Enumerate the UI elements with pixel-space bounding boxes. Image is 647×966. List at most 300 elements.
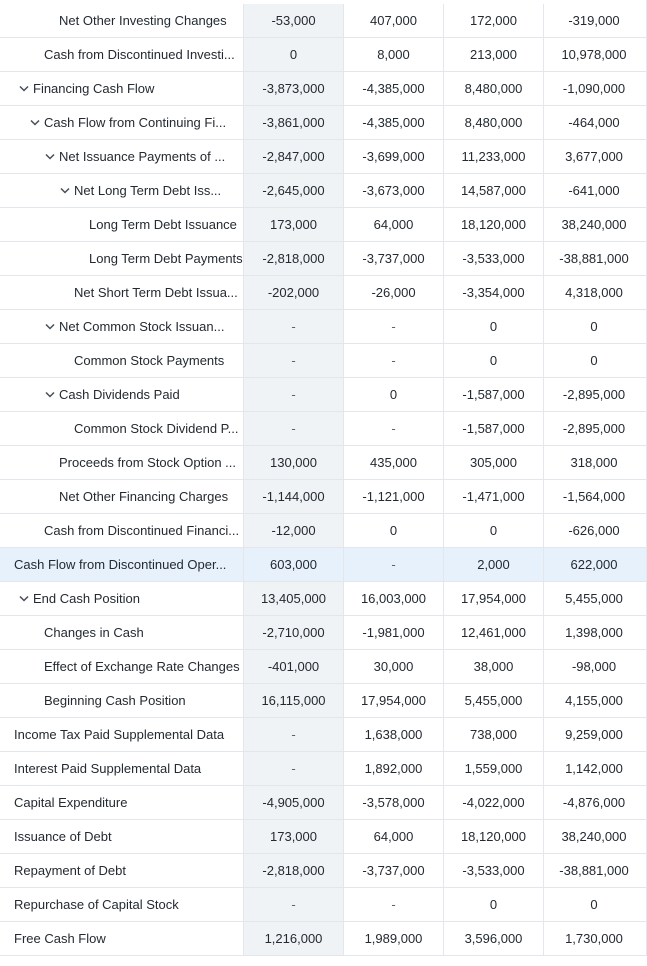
chevron-down-icon[interactable] [44, 321, 56, 333]
value-cell [244, 582, 344, 615]
value-cell [244, 174, 344, 207]
cell-value: -3,737,000 [362, 863, 425, 878]
cell-value: - [391, 319, 396, 334]
value-cell [244, 684, 344, 717]
value-cell [244, 4, 344, 37]
value-cell [344, 412, 444, 445]
value-cell [244, 514, 344, 547]
row-label-cell [0, 922, 244, 955]
value-cell [444, 208, 544, 241]
cell-value: -641,000 [568, 183, 620, 198]
cell-value: 1,559,000 [464, 761, 523, 776]
table-row [0, 854, 646, 888]
cell-value: 14,587,000 [460, 183, 527, 198]
table-row [0, 684, 646, 718]
cell-value: -1,471,000 [462, 489, 525, 504]
table-row [0, 344, 646, 378]
value-cell [244, 752, 344, 785]
cell-value: -3,673,000 [362, 183, 425, 198]
value-cell [244, 106, 344, 139]
row-label-cell [0, 242, 244, 275]
value-cell [444, 684, 544, 717]
cell-value: -2,847,000 [262, 149, 325, 164]
value-cell [244, 718, 344, 751]
value-cell [344, 242, 444, 275]
cell-value: 2,000 [477, 557, 510, 572]
cell-value: -4,385,000 [362, 81, 425, 96]
row-label-cell[interactable] [0, 174, 244, 207]
cell-value: -1,564,000 [562, 489, 626, 504]
cell-value: 407,000 [370, 13, 417, 28]
cell-value: 435,000 [370, 455, 417, 470]
cell-value: -12,000 [271, 523, 316, 538]
row-label-cell [0, 684, 244, 717]
row-label-cell[interactable] [0, 140, 244, 173]
value-cell [344, 446, 444, 479]
value-cell [444, 820, 544, 853]
cell-value: 1,216,000 [264, 931, 323, 946]
row-label: End Cash Position [33, 591, 140, 606]
row-label: Net Other Investing Changes [59, 13, 227, 28]
value-cell [344, 174, 444, 207]
cell-value: -1,981,000 [362, 625, 425, 640]
table-row [0, 718, 646, 752]
value-cell [444, 344, 544, 377]
value-cell [344, 718, 444, 751]
row-label: Proceeds from Stock Option ... [59, 455, 237, 470]
row-label: Issuance of Debt [14, 829, 112, 844]
table-row [0, 480, 646, 514]
value-cell [544, 582, 644, 615]
value-cell [544, 174, 644, 207]
row-label-cell [0, 752, 244, 785]
row-label: Long Term Debt Payments [89, 251, 243, 266]
cell-value: 0 [489, 897, 498, 912]
cell-value: -3,873,000 [262, 81, 325, 96]
value-cell [244, 922, 344, 955]
cell-value: -38,881,000 [559, 863, 629, 878]
value-cell [244, 412, 344, 445]
value-cell [544, 752, 644, 785]
cell-value: 0 [590, 353, 598, 368]
chevron-down-icon[interactable] [18, 83, 30, 95]
value-cell [344, 820, 444, 853]
row-label-cell [0, 548, 244, 581]
row-label: Capital Expenditure [14, 795, 128, 810]
table-row [0, 548, 646, 582]
cell-value: 213,000 [470, 47, 517, 62]
cell-value: -38,881,000 [559, 251, 629, 266]
value-cell [544, 616, 644, 649]
cell-value: 64,000 [373, 217, 414, 232]
row-label: Effect of Exchange Rate Changes [44, 659, 240, 674]
cell-value: 64,000 [373, 829, 414, 844]
cell-value: 9,259,000 [565, 727, 623, 742]
value-cell [444, 446, 544, 479]
cell-value: 38,000 [473, 659, 514, 674]
row-label: Net Short Term Debt Issua... [74, 285, 238, 300]
cell-value: 17,954,000 [460, 591, 527, 606]
value-cell [544, 72, 644, 105]
table-row [0, 242, 646, 276]
value-cell [444, 276, 544, 309]
cell-value: -626,000 [568, 523, 620, 538]
table-row[interactable] [0, 378, 646, 412]
cell-value: 18,120,000 [460, 217, 527, 232]
cell-value: - [391, 421, 396, 436]
value-cell [244, 480, 344, 513]
cell-value: - [391, 353, 396, 368]
table-row [0, 786, 646, 820]
cell-value: 622,000 [570, 557, 618, 572]
cell-value: -2,818,000 [262, 251, 325, 266]
table-row [0, 514, 646, 548]
value-cell [544, 718, 644, 751]
row-label: Cash from Discontinued Financi... [44, 523, 240, 538]
table-row [0, 446, 646, 480]
row-label: Cash Dividends Paid [59, 387, 180, 402]
value-cell [244, 888, 344, 921]
row-label-cell [0, 514, 244, 547]
value-cell [344, 582, 444, 615]
value-cell [244, 650, 344, 683]
value-cell [344, 4, 444, 37]
value-cell [444, 514, 544, 547]
value-cell [444, 718, 544, 751]
chevron-down-icon[interactable] [18, 593, 30, 605]
cell-value: 8,000 [377, 47, 410, 62]
cell-value: 0 [489, 353, 498, 368]
cell-value: 603,000 [270, 557, 317, 572]
row-label-cell [0, 480, 244, 513]
value-cell [544, 242, 644, 275]
row-label: Changes in Cash [44, 625, 144, 640]
row-label-cell[interactable] [0, 310, 244, 343]
cell-value: 738,000 [470, 727, 517, 742]
cell-value: 4,155,000 [565, 693, 623, 708]
cell-value: 1,142,000 [565, 761, 623, 776]
value-cell [444, 888, 544, 921]
value-cell [244, 38, 344, 71]
value-cell [344, 616, 444, 649]
value-cell [544, 276, 644, 309]
cell-value: -3,699,000 [362, 149, 425, 164]
cell-value: 0 [289, 47, 298, 62]
value-cell [244, 616, 344, 649]
row-label-cell [0, 4, 244, 37]
value-cell [344, 106, 444, 139]
row-label: Financing Cash Flow [33, 81, 155, 96]
value-cell [344, 922, 444, 955]
value-cell [444, 72, 544, 105]
cell-value: -401,000 [267, 659, 320, 674]
value-cell [344, 650, 444, 683]
cell-value: -3,533,000 [462, 251, 525, 266]
value-cell [544, 38, 644, 71]
value-cell [244, 446, 344, 479]
value-cell [444, 174, 544, 207]
cell-value: 11,233,000 [461, 149, 526, 164]
row-label-cell [0, 616, 244, 649]
cell-value: -1,587,000 [462, 387, 525, 402]
table-row [0, 412, 646, 446]
row-label: Cash Flow from Discontinued Oper... [14, 557, 227, 572]
value-cell [544, 684, 644, 717]
cell-value: -4,905,000 [262, 795, 325, 810]
value-cell [344, 888, 444, 921]
value-cell [344, 514, 444, 547]
row-label: Net Long Term Debt Iss... [74, 183, 222, 198]
row-label: Net Common Stock Issuan... [59, 319, 225, 334]
cell-value: - [291, 319, 296, 334]
cell-value: -3,354,000 [462, 285, 525, 300]
cell-value: -3,737,000 [362, 251, 425, 266]
row-label: Free Cash Flow [14, 931, 106, 946]
cell-value: 318,000 [570, 455, 618, 470]
table-row [0, 616, 646, 650]
cell-value: -3,578,000 [362, 795, 425, 810]
cell-value: - [291, 897, 296, 912]
row-label: Long Term Debt Issuance [89, 217, 237, 232]
row-label-cell [0, 412, 244, 445]
cell-value: -1,144,000 [262, 489, 325, 504]
cell-value: 16,115,000 [261, 693, 326, 708]
cell-value: -2,645,000 [262, 183, 325, 198]
row-label: Common Stock Payments [74, 353, 225, 368]
value-cell [544, 922, 644, 955]
value-cell [344, 378, 444, 411]
value-cell [444, 582, 544, 615]
value-cell [444, 650, 544, 683]
cell-value: 16,003,000 [360, 591, 427, 606]
cell-value: 0 [389, 523, 398, 538]
value-cell [344, 208, 444, 241]
cell-value: 8,480,000 [464, 81, 523, 96]
value-cell [244, 854, 344, 887]
cell-value: -2,818,000 [262, 863, 325, 878]
value-cell [344, 72, 444, 105]
cell-value: -319,000 [568, 13, 620, 28]
cell-value: 10,978,000 [561, 47, 627, 62]
table-row [0, 752, 646, 786]
cell-value: - [391, 557, 396, 572]
cell-value: -1,587,000 [462, 421, 525, 436]
cell-value: 30,000 [373, 659, 414, 674]
value-cell [244, 276, 344, 309]
value-cell [444, 854, 544, 887]
cell-value: 0 [389, 387, 398, 402]
value-cell [444, 786, 544, 819]
value-cell [444, 310, 544, 343]
row-label-cell [0, 446, 244, 479]
value-cell [544, 446, 644, 479]
value-cell [444, 616, 544, 649]
cell-value: 5,455,000 [565, 591, 623, 606]
value-cell [344, 310, 444, 343]
value-cell [244, 548, 344, 581]
value-cell [344, 344, 444, 377]
cell-value: 1,892,000 [364, 761, 423, 776]
value-cell [544, 786, 644, 819]
value-cell [244, 242, 344, 275]
cell-value: 38,240,000 [561, 217, 627, 232]
value-cell [544, 208, 644, 241]
row-label-cell[interactable] [0, 72, 244, 105]
cell-value: -1,121,000 [362, 489, 425, 504]
cell-value: -2,895,000 [562, 387, 626, 402]
value-cell [344, 684, 444, 717]
row-label-cell [0, 344, 244, 377]
row-label: Net Other Financing Charges [59, 489, 229, 504]
table-row [0, 922, 646, 956]
value-cell [244, 344, 344, 377]
value-cell [444, 412, 544, 445]
row-label-cell[interactable] [0, 582, 244, 615]
cell-value: 5,455,000 [464, 693, 523, 708]
value-cell [544, 412, 644, 445]
cell-value: - [291, 387, 296, 402]
cell-value: 4,318,000 [565, 285, 623, 300]
row-label-cell [0, 38, 244, 71]
value-cell [544, 514, 644, 547]
value-cell [544, 480, 644, 513]
cell-value: -3,533,000 [462, 863, 525, 878]
table-row[interactable] [0, 106, 646, 140]
cell-value: - [391, 897, 396, 912]
row-label-cell [0, 208, 244, 241]
table-row[interactable] [0, 310, 646, 344]
chevron-down-icon[interactable] [29, 117, 41, 129]
cell-value: 172,000 [470, 13, 517, 28]
cell-value: 3,596,000 [464, 931, 523, 946]
table-row [0, 208, 646, 242]
cell-value: 17,954,000 [360, 693, 427, 708]
row-label-cell[interactable] [0, 378, 244, 411]
row-label-cell [0, 888, 244, 921]
value-cell [344, 548, 444, 581]
cell-value: -464,000 [568, 115, 620, 130]
cell-value: 173,000 [270, 217, 317, 232]
value-cell [444, 922, 544, 955]
value-cell [544, 854, 644, 887]
cell-value: 305,000 [470, 455, 517, 470]
cell-value: 130,000 [270, 455, 317, 470]
value-cell [544, 310, 644, 343]
cell-value: -2,895,000 [562, 421, 626, 436]
value-cell [544, 140, 644, 173]
value-cell [444, 548, 544, 581]
row-label-cell[interactable] [0, 106, 244, 139]
value-cell [344, 140, 444, 173]
value-cell [244, 208, 344, 241]
table-row[interactable] [0, 140, 646, 174]
table-row[interactable] [0, 174, 646, 208]
value-cell [444, 38, 544, 71]
row-label: Repurchase of Capital Stock [14, 897, 179, 912]
row-label-cell [0, 718, 244, 751]
cell-value: -1,090,000 [562, 81, 626, 96]
table-row[interactable] [0, 582, 646, 616]
value-cell [544, 548, 644, 581]
cell-value: 0 [590, 319, 598, 334]
cell-value: - [291, 727, 296, 742]
value-cell [444, 4, 544, 37]
chevron-down-icon[interactable] [59, 185, 71, 197]
cell-value: 1,638,000 [364, 727, 423, 742]
cell-value: 173,000 [270, 829, 317, 844]
value-cell [344, 38, 444, 71]
value-cell [444, 378, 544, 411]
value-cell [244, 786, 344, 819]
value-cell [244, 378, 344, 411]
value-cell [344, 480, 444, 513]
cell-value: -3,861,000 [262, 115, 325, 130]
cell-value: - [291, 761, 296, 776]
cell-value: 1,398,000 [565, 625, 623, 640]
row-label: Interest Paid Supplemental Data [14, 761, 202, 776]
cell-value: 13,405,000 [260, 591, 327, 606]
table-row [0, 0, 646, 38]
table-row [0, 820, 646, 854]
value-cell [544, 4, 644, 37]
row-label-cell [0, 854, 244, 887]
cell-value: 8,480,000 [464, 115, 523, 130]
value-cell [344, 276, 444, 309]
value-cell [444, 106, 544, 139]
cell-value: 1,989,000 [364, 931, 423, 946]
cell-value: -4,022,000 [462, 795, 525, 810]
cell-value: -53,000 [271, 13, 316, 28]
value-cell [444, 242, 544, 275]
chevron-down-icon[interactable] [44, 151, 56, 163]
cell-value: - [291, 421, 296, 436]
cell-value: -4,385,000 [362, 115, 425, 130]
value-cell [444, 480, 544, 513]
cell-value: 18,120,000 [460, 829, 527, 844]
value-cell [444, 140, 544, 173]
cell-value: -4,876,000 [562, 795, 626, 810]
cell-value: -98,000 [571, 659, 617, 674]
value-cell [244, 140, 344, 173]
cell-value: 0 [590, 897, 598, 912]
value-cell [344, 752, 444, 785]
row-label-cell [0, 786, 244, 819]
chevron-down-icon[interactable] [44, 389, 56, 401]
cell-value: -26,000 [371, 285, 416, 300]
table-row [0, 38, 646, 72]
value-cell [544, 378, 644, 411]
cell-value: 1,730,000 [565, 931, 623, 946]
cell-value: 38,240,000 [561, 829, 627, 844]
row-label-cell [0, 276, 244, 309]
table-row [0, 276, 646, 310]
value-cell [544, 106, 644, 139]
value-cell [244, 72, 344, 105]
table-row [0, 888, 646, 922]
value-cell [444, 752, 544, 785]
row-label-cell [0, 820, 244, 853]
cell-value: -2,710,000 [262, 625, 325, 640]
cell-value: 12,461,000 [460, 625, 527, 640]
value-cell [244, 310, 344, 343]
cell-value: 0 [489, 523, 498, 538]
row-label: Income Tax Paid Supplemental Data [14, 727, 225, 742]
value-cell [544, 820, 644, 853]
row-label: Net Issuance Payments of ... [59, 149, 226, 164]
cell-value: 0 [489, 319, 498, 334]
table-row[interactable] [0, 72, 646, 106]
row-label-cell [0, 650, 244, 683]
